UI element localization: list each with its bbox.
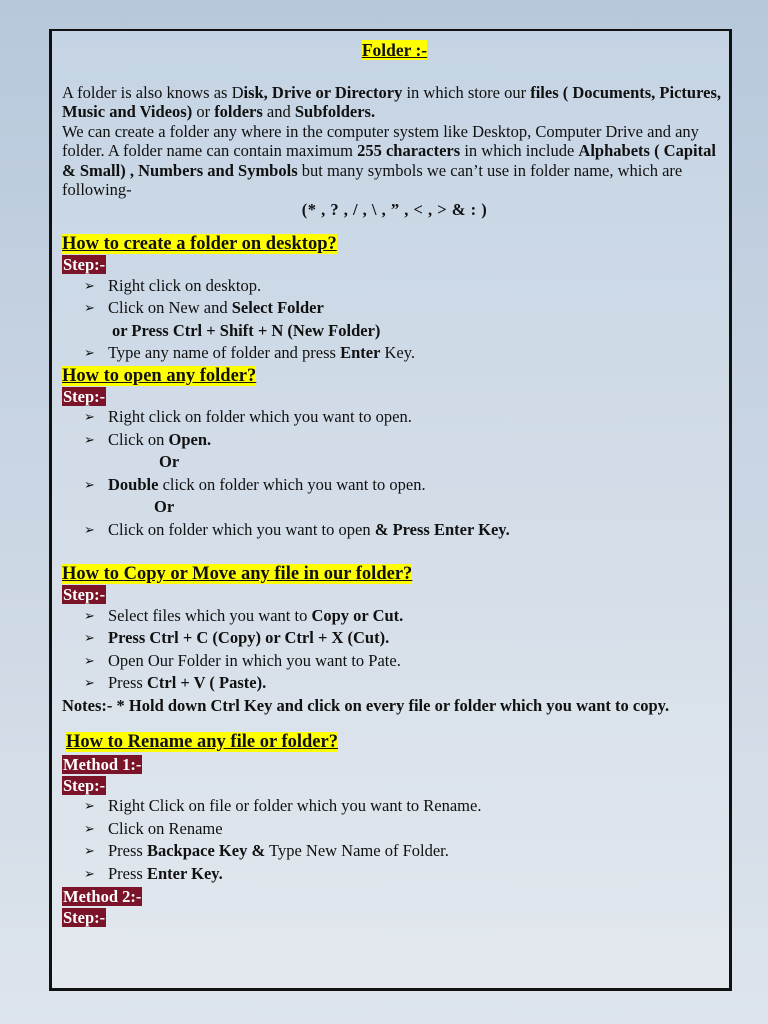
text: Select files which you want to (108, 605, 312, 625)
text: We can create a folder any where in the computer system like Desktop, Computer Drive and any folder. A folder name can contain maximum (62, 121, 699, 160)
list-item (62, 795, 727, 818)
bold-text: Or (159, 452, 180, 471)
arrow-bullet-icon: ➢ (84, 843, 95, 858)
or-separator (62, 496, 727, 519)
text: Press (108, 673, 147, 692)
bold-text: Ctrl + Shift + N (New Folder) (172, 320, 381, 340)
intro-paragraph-2 (62, 122, 727, 200)
arrow-bullet-icon: ➢ (84, 865, 95, 881)
list-item (62, 627, 727, 650)
text: Press (108, 841, 147, 860)
bold-text: files ( Documents, Pictures, Music and Videos) (62, 82, 721, 121)
bold-text: Double (108, 474, 159, 494)
text: click on folder which you want to open. (158, 474, 426, 494)
bold-text: Backpace Key & (146, 841, 266, 860)
arrow-bullet-icon: ➢ (84, 409, 95, 424)
text: or (192, 102, 215, 121)
intro-paragraph-1 (62, 83, 727, 122)
list-item (62, 672, 727, 695)
bold-text: folders (214, 102, 263, 121)
text: Right Click on file or folder which you want to Rename. (108, 796, 482, 815)
arrow-bullet-icon: ➢ (84, 607, 95, 623)
text: A folder is also knows as D (62, 82, 244, 102)
text: Press (108, 863, 147, 883)
arrow-bullet-icon: ➢ (84, 476, 95, 492)
document-page (49, 29, 732, 991)
bold-text: Select Folder (231, 298, 324, 317)
arrow-bullet-icon: ➢ (84, 277, 95, 293)
step-list (62, 275, 727, 365)
text: Type any name of folder and press (108, 343, 341, 362)
notes: Notes:- * Hold down Ctrl Key and click on every file or folder which you want to copy. (62, 695, 670, 715)
section-create-folder (62, 233, 727, 365)
text: Right click on desktop. (108, 275, 262, 295)
list-item (62, 863, 727, 886)
bold-text: Or (154, 497, 175, 516)
text: Click on Rename (108, 818, 223, 838)
step-label: Step:- (63, 908, 106, 927)
list-item (62, 429, 727, 452)
bold-text: Subfolders. (294, 102, 376, 121)
method-2-label: Method 2:- (63, 887, 142, 906)
text: Right click on folder which you want to open. (108, 407, 412, 426)
step-list (62, 406, 727, 541)
text: Click on New and (108, 298, 232, 317)
method-1-label: Method 1:- (63, 754, 142, 774)
list-item (62, 650, 727, 673)
arrow-bullet-icon: ➢ (84, 652, 95, 668)
step-label: Step:- (63, 255, 106, 274)
arrow-bullet-icon: ➢ (84, 300, 95, 315)
document-content (62, 39, 727, 928)
section-heading: How to open any folder? (62, 365, 257, 386)
section-heading: How to create a folder on desktop? (62, 234, 337, 254)
section-open-folder (62, 365, 727, 542)
section-copy-move (62, 563, 727, 717)
section-rename (62, 731, 727, 928)
text: Type New Name of Folder. (265, 841, 449, 860)
arrow-bullet-icon: ➢ (84, 630, 95, 645)
arrow-bullet-icon: ➢ (84, 798, 95, 813)
bold-text: Open. (168, 429, 212, 449)
arrow-bullet-icon: ➢ (84, 820, 95, 836)
step-label: Step:- (63, 386, 106, 406)
list-item (62, 519, 727, 542)
step-label: Step:- (63, 775, 106, 795)
arrow-bullet-icon: ➢ (84, 345, 95, 360)
bold-text: Alphabets ( Capital & Small) , Numbers and Symbols (62, 141, 716, 180)
text: in which include (460, 141, 579, 160)
step-label: Step:- (63, 585, 106, 604)
text: and (262, 102, 295, 121)
bold-text: Press Ctrl + C (Copy) or Ctrl + X (Cut). (108, 628, 390, 647)
bold-text: Copy or Cut. (311, 605, 404, 625)
intro (62, 83, 727, 220)
text: but many symbols we can’t use in folder name, which are following- (62, 160, 683, 199)
bold-text: & Press Enter Key. (374, 519, 510, 539)
bold-text: Enter Key. (146, 863, 223, 883)
list-item (62, 818, 727, 841)
text: Click on folder which you want to open (108, 519, 375, 539)
list-item (62, 406, 727, 429)
list-item (62, 342, 727, 365)
list-item (62, 605, 727, 628)
section-heading: How to Copy or Move any file in our folder? (62, 564, 413, 584)
section-heading: How to Rename any file or folder? (66, 731, 338, 752)
arrow-bullet-icon: ➢ (84, 675, 95, 690)
page-title (62, 39, 727, 61)
text: Click on (108, 429, 169, 449)
step-list (62, 605, 727, 695)
text: Open Our Folder in which you want to Pate. (108, 650, 401, 670)
or-separator (62, 451, 727, 474)
bold-text: 255 characters (357, 141, 461, 160)
step-list (62, 795, 727, 885)
bold-text: isk, Drive or Directory (243, 82, 403, 102)
text: Press (127, 320, 173, 340)
bold-text: Enter (340, 343, 381, 362)
bold-text: Ctrl + V ( Paste). (146, 673, 267, 692)
list-item-continuation (62, 320, 727, 343)
text: in which store our (402, 82, 531, 102)
page-title-text: Folder :- (361, 40, 428, 60)
list-item (62, 474, 727, 497)
arrow-bullet-icon: ➢ (84, 521, 95, 537)
forbidden-symbols: (* , ? , / , \ , ” , < , > & : ) (301, 199, 488, 219)
arrow-bullet-icon: ➢ (84, 431, 95, 447)
bold-text: or (112, 320, 128, 340)
text: Key. (380, 343, 416, 362)
list-item (62, 840, 727, 863)
list-item (62, 297, 727, 320)
list-item (62, 275, 727, 298)
